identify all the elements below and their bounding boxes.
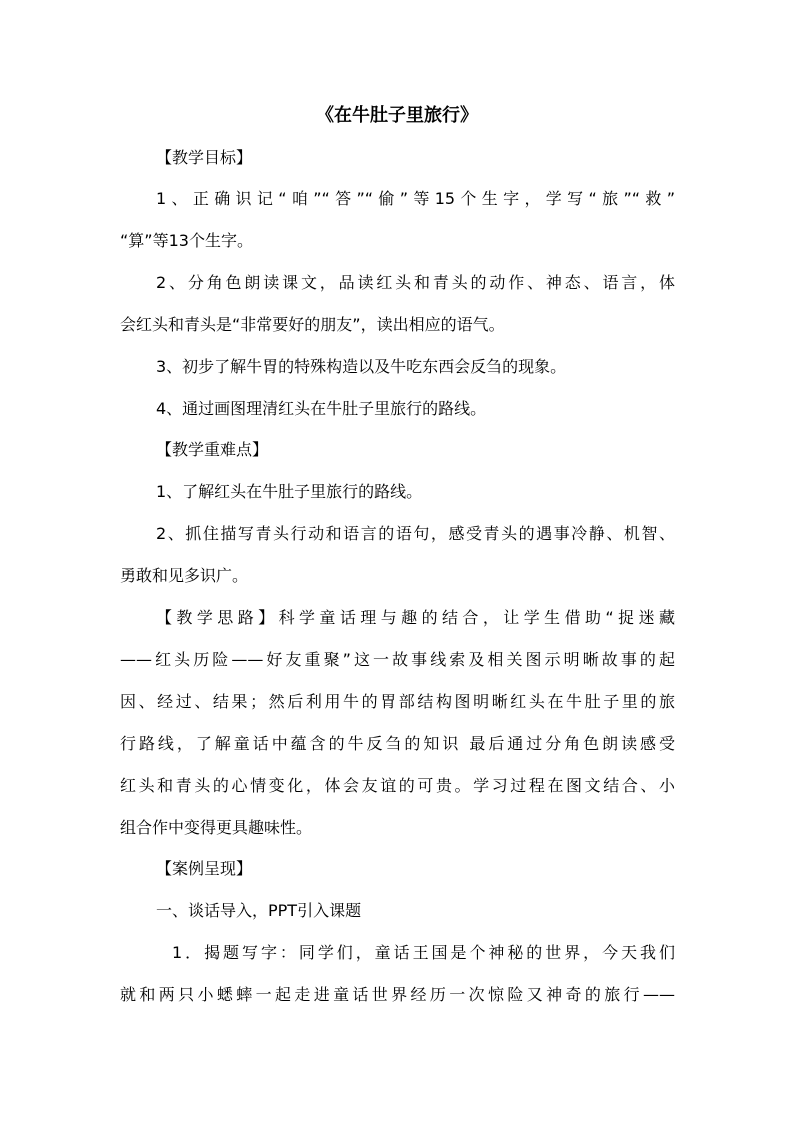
thought-line-4: 行路线，了解童话中蕴含的牛反刍的知识 最后通过分角色朗读感受 [120, 734, 675, 753]
key-point-2-line-2: 勇敢和见多识广。 [120, 566, 249, 585]
key-point-1: 1、了解红头在牛肚子里旅行的路线。 [156, 482, 423, 501]
key-point-2-line-1: 2、抓住描写青头行动和语言的语句，感受青头的遇事冷静、机智、 [156, 524, 675, 543]
thought-line-6: 组合作中变得更具趣味性。 [120, 818, 313, 837]
key-point-2-paragraph [120, 522, 675, 546]
document-title: 《在牛肚子里旅行》 [316, 105, 478, 126]
thought-line-5: 红头和青头的心情变化，体会友谊的可贵。学习过程在图文结合、小 [120, 776, 675, 795]
goal-4: 4、通过画图理清红头在牛肚子里旅行的路线。 [156, 399, 487, 418]
part-1-item-1-line-1: 1．揭题写字：同学们，童话王国是个神秘的世界，今天我们 [172, 943, 675, 962]
thought-line-2: ——红头历险——好友重聚”这一故事线索及相关图示明晰故事的起 [120, 650, 675, 669]
part-1-item-1-paragraph [120, 941, 675, 1007]
key-points-heading: 【教学重难点】 [156, 440, 269, 459]
goal-1-line-1: 1、正确识记“咱”“答”“偷”等15个生字，学写“旅”“救” [156, 189, 675, 208]
goal-2-paragraph [120, 271, 675, 295]
teaching-thought-paragraph [120, 606, 675, 798]
part-1-heading: 一、谈话导入，PPT引入课题 [156, 901, 362, 920]
goal-3: 3、初步了解牛胃的特殊构造以及牛吃东西会反刍的现象。 [156, 357, 567, 376]
part-1-item-1-line-2: 就和两只小蟋蟀一起走进童话世界经历一次惊险又神奇的旅行—— [120, 985, 675, 1004]
case-heading: 【案例呈现】 [156, 859, 253, 878]
goal-1-paragraph [120, 187, 675, 211]
thought-line-1: 【教学思路】科学童话理与趣的结合，让学生借助“捉迷藏 [156, 608, 675, 627]
goals-heading: 【教学目标】 [156, 148, 253, 167]
goal-1-line-2: “算”等13个生字。 [120, 231, 253, 250]
goal-2-line-2: 会红头和青头是“非常要好的朋友”，读出相应的语气。 [120, 315, 505, 334]
thought-line-3: 因、经过、结果；然后利用牛的胃部结构图明晰红头在牛肚子里的旅 [120, 692, 675, 711]
goal-2-line-1: 2、分角色朗读课文，品读红头和青头的动作、神态、语言，体 [156, 273, 675, 292]
